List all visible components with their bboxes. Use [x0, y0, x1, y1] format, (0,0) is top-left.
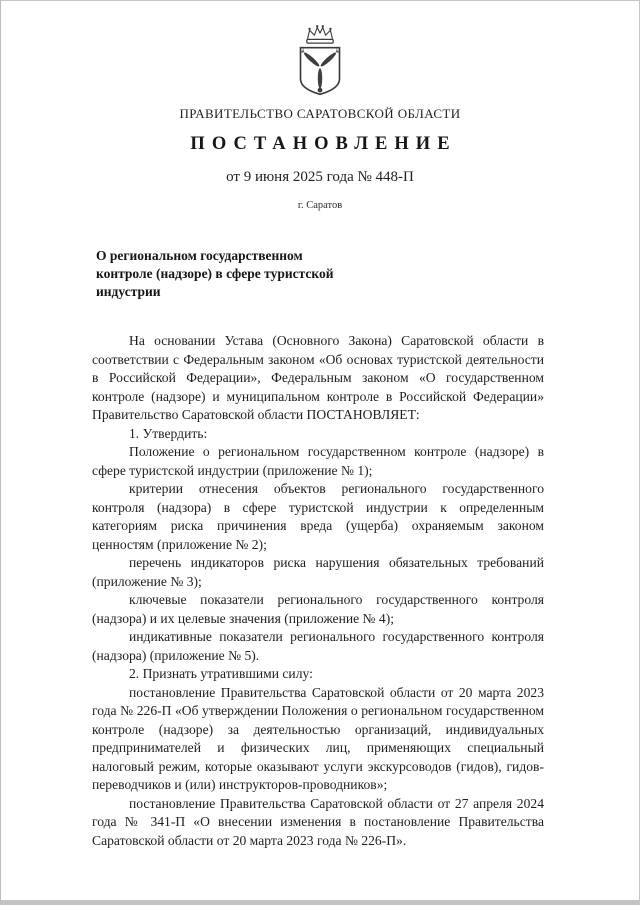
body-paragraph-item-2: 2. Признать утратившими силу: — [129, 666, 313, 681]
body-paragraph: критерии отнесения объектов регионального государственного контроля (надзора) в сфере туристской индустрии к определенным категориям риска причинения вреда (ущерба) охраняемым законом ценностям (приложение № 2); — [92, 481, 544, 552]
crown-icon — [307, 25, 333, 43]
body-paragraph: постановление Правительства Саратовской области от 27 апреля 2024 года № 341-П «О внесении изменения в постановление Правительства Саратовской области от 20 марта 2023 года № 226-П». — [92, 795, 544, 848]
document-place: г. Саратов — [297, 200, 343, 211]
body-paragraph: ключевые показатели регионального государственного контроля (надзора) и их целевые значения (приложение № 4); — [92, 592, 544, 626]
document-date-number: от 9 июня 2025 года № 448-П — [226, 169, 414, 185]
body-paragraph: индикативные показатели регионального государственного контроля (надзора) (приложение № 5). — [92, 629, 544, 663]
body-paragraph-preamble: На основании Устава (Основного Закона) Саратовской области в соответствии с Федеральным законом «Об основах туристской деятельности в Российской Федерации», Федеральным законом «О государственном контроле (надзоре) и муниципальном контроле в Российской Федерации» Правительство Саратовской области ПОСТАНОВЛЯЕТ: — [92, 333, 544, 422]
document-type-heading: ПОСТАНОВЛЕНИЕ — [190, 134, 457, 154]
body-paragraph-item-1: 1. Утвердить: — [129, 425, 208, 441]
body-paragraph: Положение о региональном государственном контроле (надзоре) в сфере туристской индустрии (приложение № 1); — [92, 444, 544, 478]
saratov-coat-of-arms-emblem — [285, 24, 355, 102]
body-paragraph: перечень индикаторов риска нарушения обязательных требований (приложение № 3); — [92, 555, 544, 589]
document-body — [1, 332, 639, 850]
document-title: О региональном государственном контроле (надзоре) в сфере туристской индустрии — [96, 248, 334, 299]
body-paragraph: постановление Правительства Саратовской области от 20 марта 2023 года № 226-П «Об утверждении Положения о региональном государственном контроле (надзоре) за деятельностью организаций, индивидуальных предпринимателей и физических лиц, применяющих специальный налоговый режим, которые оказывают услуги экскурсоводов (гидов), гидов-переводчиков и (или) инструкторов-проводников»; — [92, 684, 544, 792]
org-name: ПРАВИТЕЛЬСТВО САРАТОВСКОЙ ОБЛАСТИ — [179, 106, 461, 121]
